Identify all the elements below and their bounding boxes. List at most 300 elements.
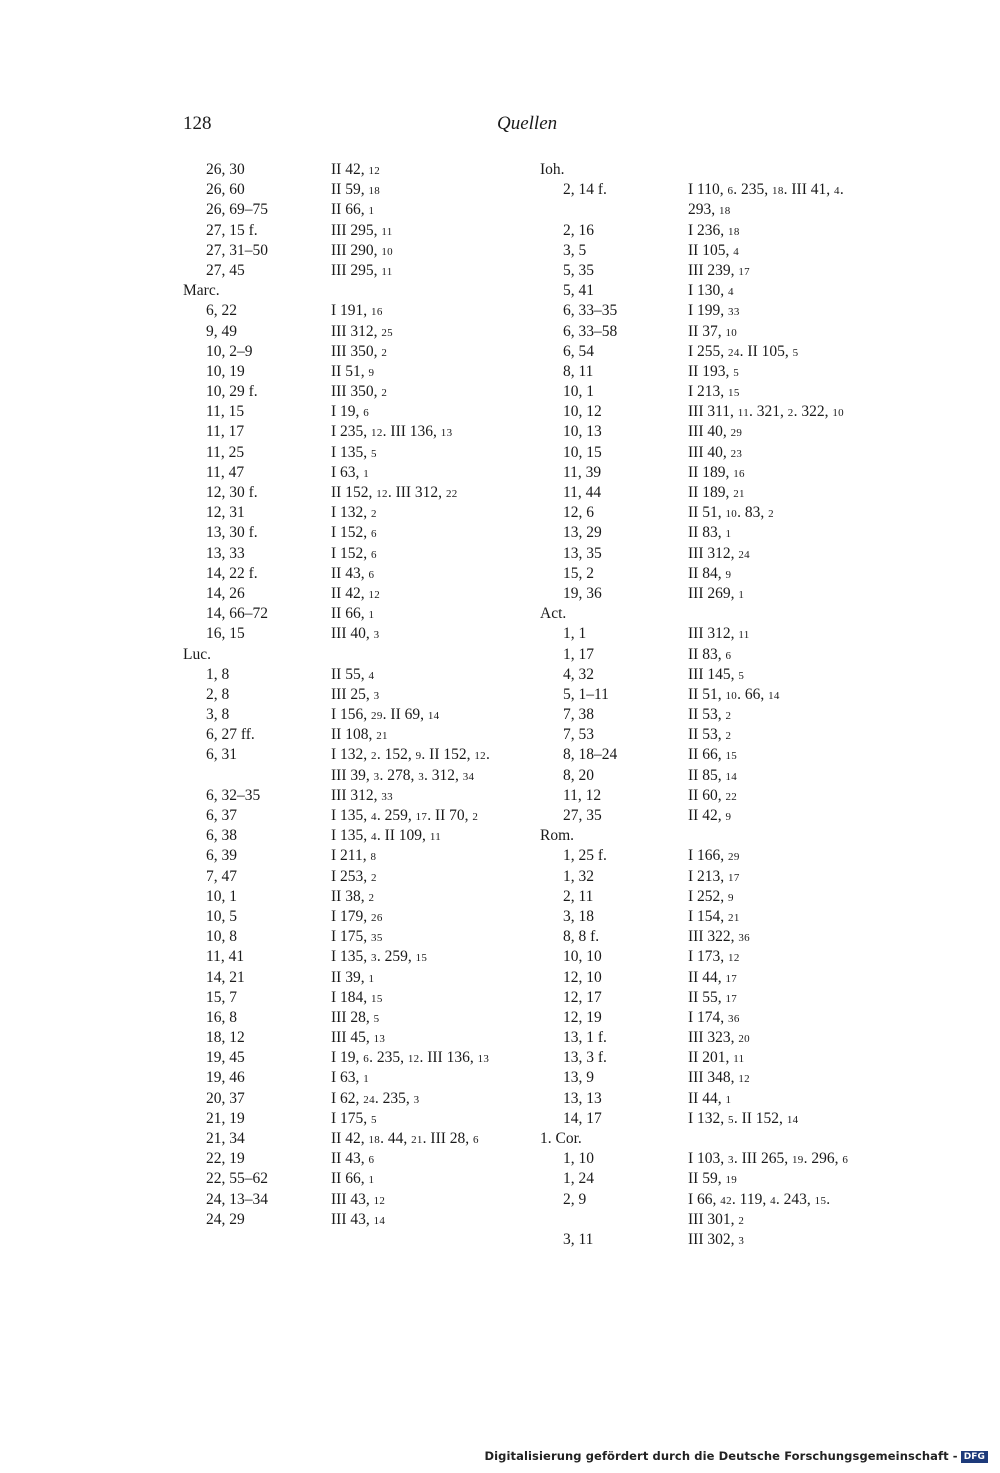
- page-locator: II 42, 9: [688, 807, 732, 824]
- index-entry: [540, 645, 870, 665]
- page-locator: III 323, 20: [688, 1029, 750, 1047]
- verse-reference: 19, 36: [563, 584, 602, 602]
- index-entry: [540, 261, 870, 281]
- page-locator: III 39, 3. 278, 3. 312, 34: [331, 766, 475, 784]
- index-entry: [183, 988, 513, 1008]
- index-entry: [183, 221, 513, 241]
- verse-reference: 1, 1: [563, 625, 587, 643]
- index-entry: [183, 806, 513, 826]
- verse-reference: 8, 11: [563, 362, 594, 380]
- verse-reference: 14, 66–72: [206, 605, 268, 623]
- page-locator: II 42, 18. 44, 21. III 28, 6: [331, 1130, 479, 1147]
- page-locator: III 302, 3: [688, 1230, 745, 1248]
- verse-reference: 14, 22 f.: [206, 564, 258, 582]
- verse-reference: 11, 25: [206, 443, 245, 461]
- index-entry: [540, 443, 870, 463]
- page-locator: I 19, 6: [331, 403, 370, 421]
- page-locator: II 66, 1: [331, 201, 375, 219]
- page-locator: I 235, 12. III 136, 13: [331, 423, 453, 441]
- verse-reference: 10, 5: [206, 907, 237, 925]
- index-entry: [540, 705, 870, 725]
- index-entry: [183, 624, 513, 644]
- verse-reference: 10, 19: [206, 362, 245, 380]
- verse-reference: 26, 69–75: [206, 201, 268, 219]
- index-entry: [183, 1109, 513, 1129]
- verse-reference: 10, 12: [563, 403, 602, 421]
- page-locator: III 312, 25: [331, 322, 393, 340]
- page-locator: I 130, 4: [688, 282, 734, 300]
- verse-reference: 3, 18: [563, 907, 594, 925]
- index-entry: [183, 422, 513, 442]
- page-locator: III 311, 11. 321, 2. 322, 10: [688, 403, 844, 421]
- page-locator: II 55, 4: [331, 665, 375, 683]
- verse-reference: 22, 19: [206, 1150, 245, 1168]
- index-entry: [183, 1068, 513, 1088]
- page-locator: II 60, 22: [688, 786, 738, 804]
- index-entry: [540, 685, 870, 705]
- verse-reference: 10, 10: [563, 948, 602, 966]
- index-entry: [540, 1008, 870, 1028]
- index-entry: [183, 584, 513, 604]
- page-locator: I 103, 3. III 265, 19. 296, 6: [688, 1150, 849, 1168]
- index-entry: [540, 362, 870, 382]
- page-locator: I 135, 4. II 109, 11: [331, 827, 442, 845]
- running-head: Quellen: [497, 113, 558, 134]
- index-entry: [183, 907, 513, 927]
- index-entry: [540, 200, 870, 220]
- page-locator: I 135, 4. 259, 17. II 70, 2: [331, 807, 479, 824]
- index-entry: [540, 301, 870, 321]
- verse-reference: 10, 13: [563, 423, 602, 441]
- index-column-left: [183, 160, 513, 1230]
- verse-reference: 11, 47: [206, 463, 245, 481]
- index-entry: [540, 1068, 870, 1088]
- verse-reference: 7, 53: [563, 726, 594, 744]
- index-entry: [540, 1089, 870, 1109]
- page-locator: I 252, 9: [688, 887, 734, 905]
- verse-reference: 10, 8: [206, 928, 237, 946]
- index-entry: [540, 846, 870, 866]
- verse-reference: 14, 26: [206, 584, 245, 602]
- index-entry: [183, 745, 513, 765]
- index-entry: [183, 786, 513, 806]
- page-locator: II 66, 1: [331, 1170, 375, 1188]
- verse-reference: 12, 6: [563, 504, 594, 522]
- book-name: Ioh.: [540, 161, 565, 178]
- index-entry: [183, 362, 513, 382]
- index-entry: [540, 402, 870, 422]
- verse-reference: 1, 8: [206, 665, 230, 683]
- verse-reference: 10, 29 f.: [206, 383, 258, 401]
- index-entry: [540, 564, 870, 584]
- verse-reference: 27, 31–50: [206, 241, 268, 259]
- index-entry: [183, 160, 513, 180]
- page-locator: I 110, 6. 235, 18. III 41, 4.: [688, 181, 844, 199]
- page-locator: II 44, 1: [688, 1089, 732, 1107]
- book-heading: [540, 826, 870, 846]
- page-locator: III 145, 5: [688, 665, 745, 683]
- verse-reference: 3, 5: [563, 241, 587, 259]
- index-entry: [540, 867, 870, 887]
- verse-reference: 12, 10: [563, 968, 602, 986]
- page-locator: III 40, 23: [688, 443, 743, 461]
- verse-reference: 1, 17: [563, 645, 594, 663]
- page-locator: II 83, 1: [688, 524, 732, 542]
- page-locator: II 201, 11: [688, 1049, 745, 1067]
- page-locator: II 152, 12. III 312, 22: [331, 484, 458, 501]
- verse-reference: 3, 11: [563, 1230, 594, 1248]
- index-entry: [183, 382, 513, 402]
- page-locator: II 42, 12: [331, 584, 381, 602]
- page-locator: II 83, 6: [688, 645, 732, 663]
- index-entry: [183, 867, 513, 887]
- book-heading: [183, 281, 513, 301]
- index-entry: [540, 281, 870, 301]
- page-locator: II 105, 4: [688, 241, 740, 259]
- verse-reference: 12, 31: [206, 504, 245, 522]
- index-entry: [183, 1190, 513, 1210]
- page-locator: II 44, 17: [688, 968, 738, 986]
- verse-reference: 13, 30 f.: [206, 524, 258, 542]
- page-locator: I 132, 2. 152, 9. II 152, 12.: [331, 746, 490, 764]
- verse-reference: 6, 33–35: [563, 302, 618, 320]
- page-locator: I 236, 18: [688, 221, 740, 239]
- index-entry: [540, 1230, 870, 1250]
- index-entry: [183, 846, 513, 866]
- index-entry: [183, 1028, 513, 1048]
- verse-reference: 24, 13–34: [206, 1190, 268, 1208]
- verse-reference: 16, 15: [206, 625, 245, 643]
- page-locator: 293, 18: [688, 201, 731, 219]
- page-locator: II 42, 12: [331, 161, 381, 178]
- index-column-right: [540, 160, 870, 1250]
- page-locator: II 189, 21: [688, 484, 745, 501]
- verse-reference: 19, 45: [206, 1049, 245, 1067]
- page-locator: I 184, 15: [331, 988, 383, 1006]
- page-locator: I 156, 29. II 69, 14: [331, 706, 440, 724]
- verse-reference: 1, 10: [563, 1150, 594, 1168]
- verse-reference: 13, 9: [563, 1069, 594, 1087]
- footer-text: Digitalisierung gefördert durch die Deutsche Forschungsgemeinschaft -: [484, 1449, 958, 1463]
- index-entry: [183, 342, 513, 362]
- index-entry: [540, 968, 870, 988]
- index-entry: [540, 624, 870, 644]
- index-entry: [183, 443, 513, 463]
- index-entry: [183, 463, 513, 483]
- page-locator: II 51, 10. 66, 14: [688, 685, 780, 703]
- book-name: Rom.: [540, 827, 575, 845]
- verse-reference: 12, 17: [563, 988, 602, 1006]
- page-locator: III 348, 12: [688, 1069, 750, 1087]
- page-locator: III 40, 29: [688, 423, 743, 441]
- index-entry: [183, 766, 513, 786]
- verse-reference: 26, 30: [206, 161, 245, 178]
- verse-reference: 11, 44: [563, 484, 602, 501]
- page-locator: I 255, 24. II 105, 5: [688, 342, 799, 360]
- page-locator: I 154, 21: [688, 907, 740, 925]
- verse-reference: 4, 32: [563, 665, 594, 683]
- page-locator: I 211, 8: [331, 847, 377, 865]
- verse-reference: 13, 33: [206, 544, 245, 562]
- verse-reference: 27, 45: [206, 261, 245, 279]
- page-locator: II 84, 9: [688, 564, 732, 582]
- verse-reference: 14, 21: [206, 968, 245, 986]
- index-entry: [540, 180, 870, 200]
- book-heading: [540, 160, 870, 180]
- index-entry: [540, 1028, 870, 1048]
- page-locator: II 53, 2: [688, 726, 732, 744]
- index-entry: [540, 1109, 870, 1129]
- book-heading: [183, 645, 513, 665]
- verse-reference: 14, 17: [563, 1109, 602, 1127]
- page-locator: I 199, 33: [688, 302, 740, 320]
- page-locator: III 322, 36: [688, 928, 750, 946]
- verse-reference: 18, 12: [206, 1029, 245, 1047]
- verse-reference: 5, 35: [563, 261, 594, 279]
- page-locator: III 40, 3: [331, 625, 380, 643]
- page-locator: II 85, 14: [688, 766, 738, 784]
- index-entry: [540, 725, 870, 745]
- page-locator: III 45, 13: [331, 1029, 386, 1047]
- index-entry: [183, 947, 513, 967]
- page-locator: III 43, 12: [331, 1190, 386, 1208]
- index-entry: [540, 947, 870, 967]
- index-entry: [183, 322, 513, 342]
- index-entry: [183, 1048, 513, 1068]
- index-entry: [540, 422, 870, 442]
- page-locator: II 38, 2: [331, 887, 375, 905]
- verse-reference: 2, 8: [206, 685, 230, 703]
- verse-reference: 22, 55–62: [206, 1170, 268, 1188]
- verse-reference: 6, 37: [206, 807, 237, 824]
- verse-reference: 3, 8: [206, 706, 230, 724]
- index-entry: [183, 685, 513, 705]
- verse-reference: 10, 2–9: [206, 342, 253, 360]
- index-entry: [183, 261, 513, 281]
- page-locator: I 135, 5: [331, 443, 377, 461]
- index-entry: [540, 988, 870, 1008]
- verse-reference: 6, 27 ff.: [206, 726, 255, 744]
- index-entry: [183, 1210, 513, 1230]
- verse-reference: 8, 18–24: [563, 746, 618, 764]
- dfg-logo: DFG: [961, 1451, 988, 1463]
- page-locator: II 59, 18: [331, 181, 381, 199]
- index-entry: [540, 927, 870, 947]
- verse-reference: 2, 9: [563, 1190, 587, 1208]
- page-locator: III 312, 24: [688, 544, 750, 562]
- page-locator: I 175, 5: [331, 1109, 377, 1127]
- page-locator: III 290, 10: [331, 241, 393, 259]
- verse-reference: 24, 29: [206, 1210, 245, 1228]
- index-entry: [183, 665, 513, 685]
- index-entry: [540, 241, 870, 261]
- verse-reference: 2, 11: [563, 887, 594, 905]
- page-locator: II 108, 21: [331, 726, 388, 744]
- page-locator: I 152, 6: [331, 544, 377, 562]
- index-entry: [183, 725, 513, 745]
- index-entry: [540, 745, 870, 765]
- book-name: Luc.: [183, 645, 211, 663]
- index-entry: [540, 382, 870, 402]
- page-locator: I 63, 1: [331, 1069, 370, 1087]
- index-entry: [183, 887, 513, 907]
- index-entry: [183, 1129, 513, 1149]
- verse-reference: 20, 37: [206, 1089, 245, 1107]
- index-entry: [183, 503, 513, 523]
- page-locator: II 66, 1: [331, 605, 375, 623]
- page-locator: III 28, 5: [331, 1008, 380, 1026]
- index-entry: [183, 402, 513, 422]
- index-entry: [540, 544, 870, 564]
- page-locator: I 132, 2: [331, 504, 377, 522]
- index-entry: [183, 564, 513, 584]
- page-locator: II 53, 2: [688, 706, 732, 724]
- index-entry: [540, 523, 870, 543]
- page-locator: III 350, 2: [331, 383, 388, 401]
- book-name: 1. Cor.: [540, 1130, 582, 1147]
- page-locator: I 174, 36: [688, 1008, 740, 1026]
- page-locator: I 166, 29: [688, 847, 740, 865]
- page-locator: III 312, 33: [331, 786, 393, 804]
- page-locator: I 152, 6: [331, 524, 377, 542]
- page-locator: I 132, 5. II 152, 14: [688, 1109, 799, 1127]
- footer-credit: [484, 1449, 988, 1463]
- page-locator: III 25, 3: [331, 685, 380, 703]
- page-locator: II 66, 15: [688, 746, 738, 764]
- verse-reference: 2, 14 f.: [563, 181, 607, 199]
- verse-reference: 6, 32–35: [206, 786, 261, 804]
- verse-reference: 8, 8 f.: [563, 928, 600, 946]
- index-entry: [183, 705, 513, 725]
- verse-reference: 16, 8: [206, 1008, 237, 1026]
- book-name: Act.: [540, 605, 567, 623]
- verse-reference: 27, 15 f.: [206, 221, 258, 239]
- index-entry: [183, 523, 513, 543]
- page-locator: I 175, 35: [331, 928, 383, 946]
- verse-reference: 5, 41: [563, 282, 594, 300]
- verse-reference: 1, 32: [563, 867, 594, 885]
- verse-reference: 10, 15: [563, 443, 602, 461]
- verse-reference: 7, 47: [206, 867, 237, 885]
- verse-reference: 13, 3 f.: [563, 1049, 607, 1067]
- verse-reference: 15, 7: [206, 988, 237, 1006]
- index-entry: [183, 604, 513, 624]
- page-locator: I 253, 2: [331, 867, 377, 885]
- verse-reference: 26, 60: [206, 181, 245, 199]
- verse-reference: 2, 16: [563, 221, 594, 239]
- verse-reference: 10, 1: [206, 887, 237, 905]
- verse-reference: 6, 54: [563, 342, 594, 360]
- index-entry: [183, 241, 513, 261]
- page-locator: I 213, 15: [688, 383, 740, 401]
- index-entry: [183, 1149, 513, 1169]
- verse-reference: 12, 19: [563, 1008, 602, 1026]
- index-entry: [540, 322, 870, 342]
- page-locator: I 19, 6. 235, 12. III 136, 13: [331, 1049, 490, 1067]
- page-locator: I 213, 17: [688, 867, 740, 885]
- index-entry: [540, 1190, 870, 1210]
- page-locator: II 189, 16: [688, 463, 745, 481]
- page-locator: III 269, 1: [688, 584, 745, 602]
- index-entry: [183, 968, 513, 988]
- index-entry: [183, 544, 513, 564]
- verse-reference: 12, 30 f.: [206, 484, 258, 501]
- verse-reference: 21, 19: [206, 1109, 245, 1127]
- index-entry: [540, 766, 870, 786]
- page-locator: III 239, 17: [688, 261, 750, 279]
- page-locator: I 191, 16: [331, 302, 383, 320]
- page-number: 128: [183, 113, 212, 134]
- verse-reference: 6, 38: [206, 827, 237, 845]
- page-locator: III 350, 2: [331, 342, 388, 360]
- page-locator: III 43, 14: [331, 1210, 386, 1228]
- page-locator: II 59, 19: [688, 1170, 738, 1188]
- page-locator: I 63, 1: [331, 463, 370, 481]
- index-entry: [540, 584, 870, 604]
- index-entry: [183, 180, 513, 200]
- index-entry: [540, 221, 870, 241]
- verse-reference: 19, 46: [206, 1069, 245, 1087]
- page-locator: II 55, 17: [688, 988, 738, 1006]
- book-heading: [540, 604, 870, 624]
- verse-reference: 10, 1: [563, 383, 594, 401]
- index-entry: [540, 887, 870, 907]
- verse-reference: 6, 39: [206, 847, 237, 865]
- index-entry: [183, 826, 513, 846]
- page-locator: I 62, 24. 235, 3: [331, 1089, 420, 1107]
- page-locator: II 51, 9: [331, 362, 375, 380]
- page-locator: III 295, 11: [331, 221, 393, 239]
- verse-reference: 27, 35: [563, 807, 602, 824]
- index-entry: [540, 907, 870, 927]
- page-locator: I 66, 42. 119, 4. 243, 15.: [688, 1190, 831, 1208]
- verse-reference: 11, 39: [563, 463, 602, 481]
- book-name: Marc.: [183, 282, 220, 300]
- page-locator: II 51, 10. 83, 2: [688, 504, 774, 522]
- verse-reference: 11, 41: [206, 948, 245, 966]
- page-locator: II 43, 6: [331, 564, 375, 582]
- index-entry: [183, 927, 513, 947]
- page-locator: II 39, 1: [331, 968, 375, 986]
- verse-reference: 5, 1–11: [563, 685, 609, 703]
- index-entry: [183, 1008, 513, 1028]
- verse-reference: 6, 31: [206, 746, 237, 764]
- verse-reference: 15, 2: [563, 564, 594, 582]
- index-entry: [183, 483, 513, 503]
- index-entry: [540, 1210, 870, 1230]
- index-entry: [540, 786, 870, 806]
- index-entry: [183, 200, 513, 220]
- page-locator: I 135, 3. 259, 15: [331, 948, 428, 966]
- index-entry: [183, 301, 513, 321]
- page-locator: III 312, 11: [688, 625, 750, 643]
- page-locator: I 173, 12: [688, 948, 740, 966]
- book-heading: [540, 1129, 870, 1149]
- index-entry: [540, 503, 870, 523]
- verse-reference: 9, 49: [206, 322, 237, 340]
- verse-reference: 6, 33–58: [563, 322, 618, 340]
- index-entry: [540, 1048, 870, 1068]
- verse-reference: 13, 1 f.: [563, 1029, 607, 1047]
- index-entry: [540, 1149, 870, 1169]
- index-entry: [540, 483, 870, 503]
- index-entry: [540, 342, 870, 362]
- page-locator: II 193, 5: [688, 362, 740, 380]
- index-entry: [540, 665, 870, 685]
- index-entry: [540, 1169, 870, 1189]
- verse-reference: 13, 13: [563, 1089, 602, 1107]
- index-entry: [540, 463, 870, 483]
